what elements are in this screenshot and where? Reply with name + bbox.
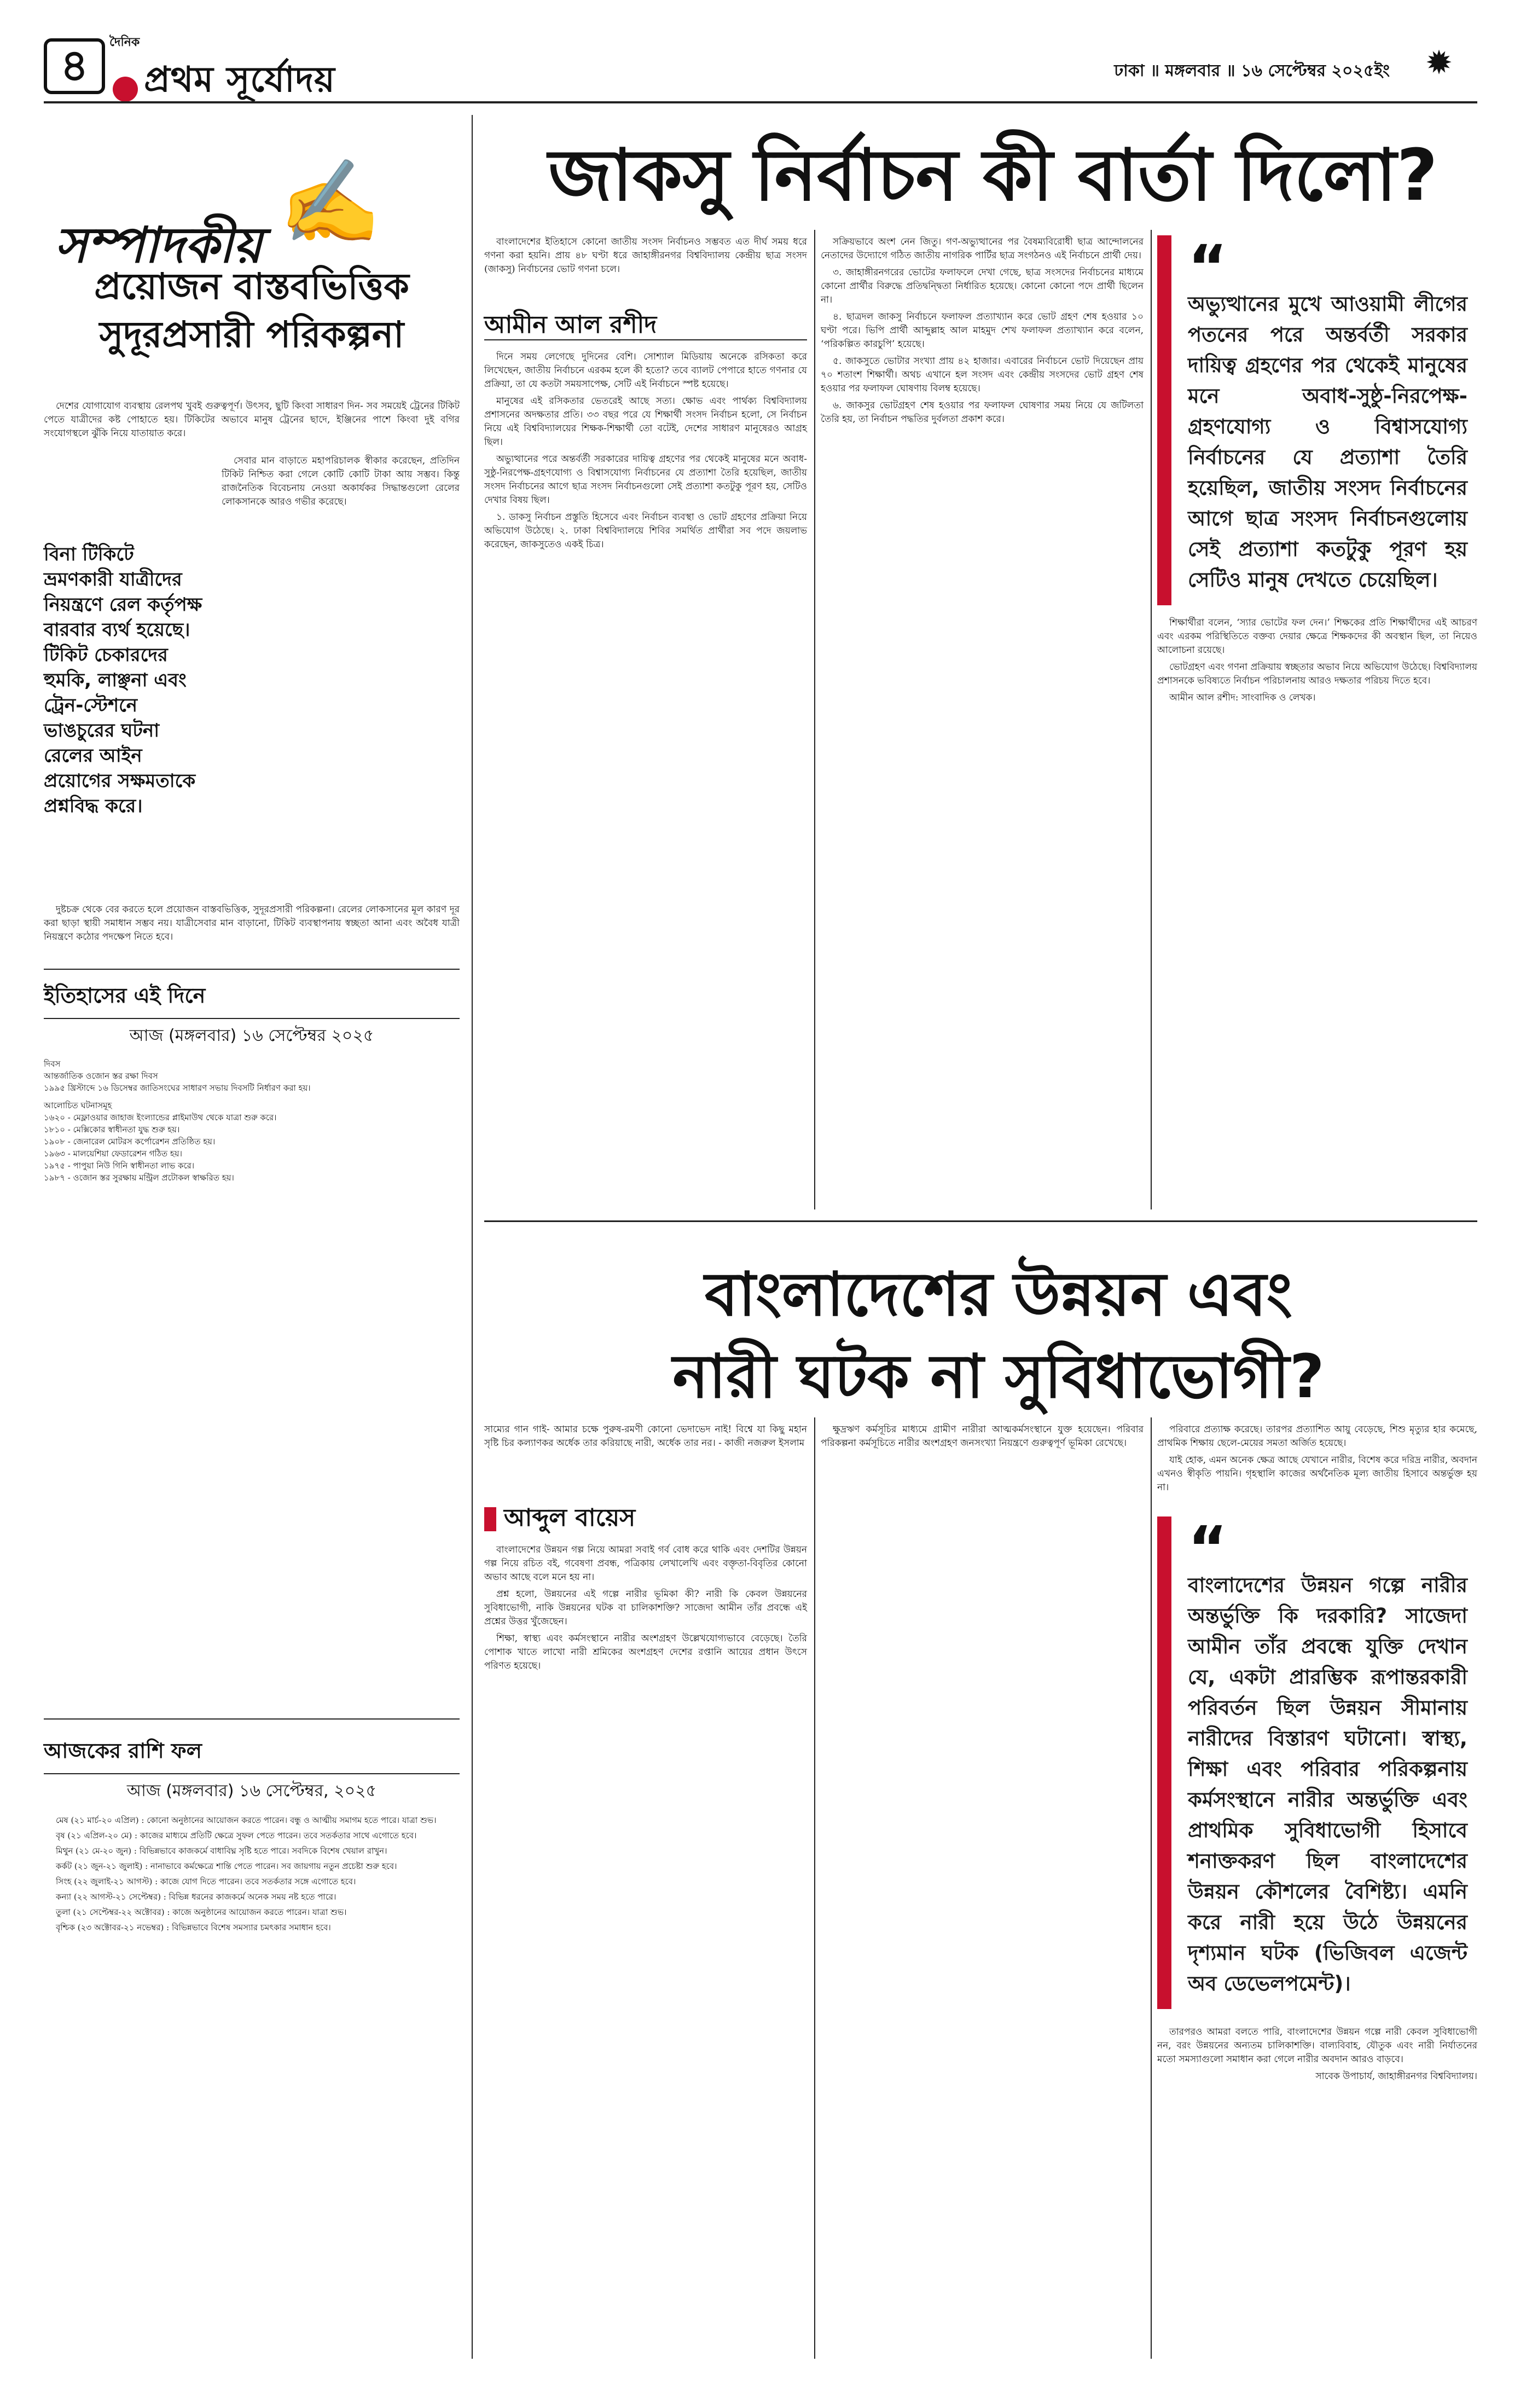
article1-col1 bbox=[484, 350, 807, 555]
article2-paragraph: শিক্ষা, স্বাস্থ্য এবং কর্মসংস্থানে নারীর অংশগ্রহণ উল্লেখযোগ্যভাবে বেড়েছে। তৈরি পোশাক খাতে লাখো নারী শ্রমিকের অংশগ্রহণ দেশের রপ্তানি আয়ের প্রধান উৎসে পরিণত হয়েছে। bbox=[484, 1633, 807, 1671]
article1-paragraph: ১. ডাকসু নির্বাচন প্রস্তুতি হিসেবে এবং নির্বাচন ব্যবস্থা ও ভোট গ্রহণের প্রক্রিয়া নিয়ে অভিযোগ উঠেছে। ২. ঢাকা বিশ্ববিদ্যালয়ে শিবির সমর্থিত প্রার্থীরা সব পদে জয়লাভ করেছেন, জাকসুতেও একই চিত্র। bbox=[484, 512, 807, 550]
horoscope-rule bbox=[44, 1773, 460, 1774]
byline-rule bbox=[484, 339, 807, 340]
column-divider bbox=[472, 115, 473, 2359]
article2-signoff: সাবেক উপাচার্য, জাহাঙ্গীরনগর বিশ্ববিদ্যালয়। bbox=[1315, 2071, 1477, 2082]
article2-paragraph: বাংলাদেশের উন্নয়ন গল্প নিয়ে আমরা সবাই গর্ব বোধ করে থাকি এবং দেশটির উন্নয়ন গল্প নিয়ে রচিত বই, গবেষণা প্রবন্ধ, পত্রিকায় লেখালেখি এবং বক্তৃতা-বিবৃতির কোনো অভাব আছে বলে মনে হয় না। bbox=[484, 1544, 807, 1583]
horoscope-item: বৃষ (২১ এপ্রিল-২০ মে) : কাজের মাধ্যমে প্রতিটি ক্ষেত্রে সুফল পেতে পারেন। তবে সতর্কতার সাথে এগোতে হবে। bbox=[56, 1831, 417, 1840]
pen-hand-icon: ✍ bbox=[279, 155, 381, 250]
horoscope-item: মিথুন (২১ মে-২০ জুন) : বিভিন্নভাবে কাজকর্মে বাধাবিঘ্ন সৃষ্টি হতে পারে। সবদিকে বিশেষ খেয়াল রাখুন। bbox=[56, 1846, 387, 1856]
history-item: ১৯৮৭ - ওজোন স্তর সুরক্ষায় মন্ট্রিল প্রটোকল স্বাক্ষরিত হয়। bbox=[44, 1173, 234, 1183]
editorial-label: সম্পাদকীয় bbox=[55, 217, 262, 274]
history-item: আলোচিত ঘটনাসমূহ bbox=[44, 1101, 112, 1110]
article1-paragraph: ৩. জাহাঙ্গীরনগরের ভোটের ফলাফলে দেখা গেছে, ছাত্র সংসদের নির্বাচনের মাধ্যমে কোনো প্রার্থীর বিরুদ্ধে প্রতিদ্বন্দ্বিতা নির্ধারিত হয়েছে। কোনো কোনো পদে প্রার্থী ছিলেন না। bbox=[821, 267, 1144, 305]
history-item: ১৯৯৫ খ্রিস্টাব্দে ১৬ ডিসেম্বর জাতিসংঘের সাধারণ সভায় দিবসটি নির্ধারণ করা হয়। bbox=[44, 1083, 311, 1093]
article-divider bbox=[484, 1220, 1477, 1222]
article2-epigraph bbox=[484, 1423, 807, 1454]
sun-emblem-icon: ✹ bbox=[1425, 44, 1453, 82]
horoscope-item: কর্কট (২১ জুন-২১ জুলাই) : নানাভাবে কর্মক্ষেত্রে শান্তি পেতে পারেন। সব জায়গায় নতুন প্রচেষ্টা শুরু হবে। bbox=[56, 1861, 397, 1871]
article2-pull-quote bbox=[1157, 1513, 1477, 2009]
column-divider bbox=[814, 230, 815, 1209]
history-item: ১৮১০ - মেক্সিকোর স্বাধীনতা যুদ্ধ শুরু হয়। bbox=[44, 1125, 180, 1134]
article1-lede-text: বাংলাদেশের ইতিহাসে কোনো জাতীয় সংসদ নির্বাচনও সম্ভবত এত দীর্ঘ সময় ধরে গণনা করা হয়নি। প্রায় ৪৮ ঘণ্টা ধরে জাহাঙ্গীরনগর বিশ্ববিদ্যালয় কেন্দ্রীয় ছাত্র সংসদ (জাকসু) নির্বাচনের ভোট গণনা চলে। bbox=[484, 236, 807, 275]
byline-accent bbox=[484, 1507, 496, 1531]
column-divider bbox=[1151, 230, 1152, 1209]
article2-paragraph: ক্ষুদ্রঋণ কর্মসূচির মাধ্যমে গ্রামীণ নারীরা আত্মকর্মসংস্থানে যুক্ত হয়েছেন। পরিবার পরিকল্পনা কর্মসূচিতে নারীর অংশগ্রহণ জনসংখ্যা নিয়ন্ত্রণে গুরুত্বপূর্ণ ভূমিকা রেখেছে। bbox=[821, 1424, 1144, 1449]
article1-col2 bbox=[821, 235, 1144, 430]
column-divider bbox=[814, 1417, 815, 2359]
header-rule bbox=[44, 101, 1477, 103]
history-item: ১৯৭৫ - পাপুয়া নিউ গিনি স্বাধীনতা লাভ করে। bbox=[44, 1161, 195, 1171]
editorial-title: প্রয়োজন বাস্তবভিত্তিক সুদূরপ্রসারী পরিকল্পনা bbox=[94, 265, 409, 356]
dateline: ঢাকা ॥ মঙ্গলবার ॥ ১৬ সেপ্টেম্বর ২০২৫ইং bbox=[1114, 61, 1390, 80]
article2-paragraph: পরিবারে প্রত্যাক্ষ করেছে। তারপর প্রত্যাশিত আয়ু বেড়েছে, শিশু মৃত্যুর হার কমেছে, প্রাথমিক শিক্ষায় ছেলে-মেয়ের সমতা অর্জিত হয়েছে। bbox=[1157, 1424, 1477, 1449]
quote-mark-icon: “ bbox=[1188, 232, 1228, 302]
horoscope-item: তুলা (২১ সেপ্টেম্বর-২২ অক্টোবর) : কাজে অনুষ্ঠানের আয়োজন করতে পারেন। যাত্রা শুভ। bbox=[56, 1907, 347, 1917]
editorial-body-col bbox=[222, 454, 460, 512]
history-item: আন্তর্জাতিক ওজোন স্তর রক্ষা দিবস bbox=[44, 1071, 158, 1081]
history-heading: ইতিহাসের এই দিনে bbox=[44, 983, 206, 1008]
editorial-body-paragraph: দুষ্টচক্র থেকে বের করতে হলে প্রয়োজন বাস্তবভিত্তিক, সুদূরপ্রসারী পরিকল্পনা। রেলের লোকসানের মূল কারণ দূর করা ছাড়া স্থায়ী সমাধান সম্ভব নয়। যাত্রীসেবার মান বাড়ানো, টিকিট ব্যবস্থাপনায় স্বচ্ছতা আনা এবং অবৈধ যাত্রী নিয়ন্ত্রণে কঠোর পদক্ষেপ নিতে হবে। bbox=[44, 904, 460, 942]
quote-mark-icon: “ bbox=[1188, 1513, 1228, 1583]
editorial-intro bbox=[44, 400, 460, 444]
page-number: ৪ bbox=[44, 38, 105, 94]
horoscope-item: বৃশ্চিক (২৩ অক্টোবর-২১ নভেম্বর) : বিভিন্নভাবে বিশেষ সমস্যার চমৎকার সমাধান হবে। bbox=[56, 1923, 331, 1932]
article2-pull-quote-text: বাংলাদেশের উন্নয়ন গল্পে নারীর অন্তর্ভুক্তি কি দরকারি? সাজেদা আমীন তাঁর প্রবন্ধে যুক্তি দেখান যে, একটা প্রারম্ভিক রূপান্তরকারী পরিবর্তন ছিল উন্নয়ন সীমানায় নারীদের বিস্তারণ ঘটানো। স্বাস্থ্য, শিক্ষা এবং পরিবার পরিকল্পনায় কর্মসংস্থানে নারীর অন্তর্ভুক্তি এবং প্রাথমিক সুবিধাভোগী হিসাবে শনাক্তকরণ ছিল বাংলাদেশের উন্নয়ন কৌশলের বৈশিষ্ট্য। এমনি করে নারী হয়ে উঠে উন্নয়নের দৃশ্যমান ঘটক (ভিজিবল এজেন্ট অব ডেভেলপমেন্ট)। bbox=[1188, 1573, 1467, 1995]
article1-paragraph: অভ্যুত্থানের পরে অন্তর্বর্তী সরকারের দায়িত্ব গ্রহণের পর থেকেই মানুষের মনে অবাধ-সুষ্ঠু-নিরপেক্ষ-গ্রহণযোগ্য ও বিশ্বাসযোগ্য নির্বাচনের যে প্রত্যাশা তৈরি হয়েছিল, জাতীয় সংসদ নির্বাচনের আগে ছাত্র সংসদ নির্বাচনগুলো সেই প্রত্যাশা কতটুকু পূরণ হয়, সেটিও দেখার বিষয় ছিল। bbox=[484, 454, 807, 506]
article1-paragraph: ভোটগ্রহণ এবং গণনা প্রক্রিয়ায় স্বচ্ছতার অভাব নিয়ে অভিযোগ উঠেছে। বিশ্ববিদ্যালয় প্রশাসনকে ভবিষ্যতে নির্বাচন পরিচালনায় আরও দক্ষতার পরিচয় দিতে হবে। bbox=[1157, 662, 1477, 686]
article1-author: আমীন আল রশীদ bbox=[484, 311, 657, 339]
article2-epigraph-text: সাম্যের গান গাই- আমার চক্ষে পুরুষ-রমণী কোনো ভেদাভেদ নাই! বিশ্বে যা কিছু মহান সৃষ্টি চির কল্যাণকর অর্ধেক তার করিয়াছে নারী, অর্ধেক তার নর। - কাজী নজরুল ইসলাম bbox=[484, 1424, 807, 1449]
article2-paragraph: প্রশ্ন হলো, উন্নয়নের এই গল্পে নারীর ভূমিকা কী? নারী কি কেবল উন্নয়নের সুবিধাভোগী, নাকি উন্নয়নের ঘটক বা চালিকাশক্তি? সাজেদা আমীন তাঁর প্রবন্ধে এই প্রশ্নের উত্তর খুঁজেছেন। bbox=[484, 1589, 807, 1627]
article2-col3 bbox=[1157, 1423, 1477, 2087]
editorial-pull-quote: বিনা টিকিটে ভ্রমণকারী যাত্রীদের নিয়ন্ত্রণে রেল কর্তৃপক্ষ বারবার ব্যর্থ হয়েছে। টিকিট চেকারদের হুমকি, লাঞ্ছনা এবং ট্রেন-স্টেশনে ভাঙচুরের ঘটনা রেলের আইন প্রয়োগের সক্ষমতাকে প্রশ্নবিদ্ধ করে। bbox=[44, 543, 202, 817]
section-divider bbox=[44, 969, 460, 970]
editorial-logo bbox=[44, 155, 394, 274]
article2-col1 bbox=[484, 1543, 807, 1676]
article1-paragraph: ৪. ছাত্রদল জাকসু নির্বাচনে ফলাফল প্রত্যাখ্যান করে ভোট গ্রহণ শেষ হওয়ার ১০ ঘণ্টা পরে। ভিপি প্রার্থী আব্দুল্লাহ আল মাহমুদ শেখ ফলাফল প্রত্যাখ্যান করে বলেন, ‘পরিকল্পিত কারচুপি’ হয়েছে। bbox=[821, 311, 1144, 350]
history-list bbox=[44, 1058, 460, 1184]
article2-byline bbox=[484, 1500, 807, 1539]
article2-paragraph: যাই হোক, এমন অনেক ক্ষেত্র আছে যেখানে নারীর, বিশেষ করে দরিদ্র নারীর, অবদান এখনও স্বীকৃতি পায়নি। গৃহস্থালি কাজের অর্থনৈতিক মূল্য জাতীয় হিসাবে অন্তর্ভুক্ত হয় না। bbox=[1157, 1455, 1477, 1493]
article2-col2 bbox=[821, 1423, 1144, 1454]
history-item: ১৯৬৩ - মালয়েশিয়া ফেডারেশন গঠিত হয়। bbox=[44, 1149, 182, 1159]
article2-author: আব্দুল বায়েস bbox=[504, 1504, 636, 1532]
history-item: দিবস bbox=[44, 1059, 61, 1069]
masthead-name: প্রথম সূর্যোদয় bbox=[144, 60, 335, 100]
article1-paragraph: মানুষের এই রসিকতার ভেতরেই আছে সত্য। ক্ষোভ এবং পার্থক্য বিশ্ববিদ্যালয় প্রশাসনের অদক্ষতার প্রতি। ৩৩ বছর পরে যে শিক্ষার্থী সংসদ নির্বাচন হলো, সে নির্বাচন নিয়ে এই বিশ্ববিদ্যালয়ের শিক্ষক-শিক্ষার্থী তো বটেই, দেশের সাধারণ মানুষেরও আগ্রহ ছিল। bbox=[484, 396, 807, 448]
horoscope-section bbox=[44, 1735, 460, 1937]
history-item: ১৬২০ - মেফ্লাওয়ার জাহাজ ইংল্যান্ডের প্লাইমাউথ থেকে যাত্রা শুরু করে। bbox=[44, 1113, 277, 1122]
horoscope-item: কন্যা (২২ আগস্ট-২১ সেপ্টেম্বর) : বিভিন্ন ধরনের কাজকর্মে অনেক সময় নষ্ট হতে পারে। bbox=[56, 1892, 336, 1902]
article1-headline: জাকসু নির্বাচন কী বার্তা দিলো? bbox=[548, 134, 1438, 217]
column-divider bbox=[1151, 1417, 1152, 2359]
editorial-intro-text: দেশের যোগাযোগ ব্যবস্থায় রেলপথ খুবই গুরুত্বপূর্ণ। উৎসব, ছুটি কিংবা সাধারণ দিন- সব সময়েই ট্রেনের টিকিট পেতে যাত্রীদের কষ্ট পোহাতে হয়। টিকিটের অভাবে মানুষ ট্রেনের ছাদে, ইঞ্জিনের পাশে কিংবা দুই বগির সংযোগস্থলে ঝুঁকি নিয়ে যাতায়াত করে। bbox=[44, 401, 460, 439]
history-section bbox=[44, 980, 460, 1184]
article1-pull-quote bbox=[1157, 232, 1477, 605]
article1-pull-quote-text: অভ্যুত্থানের মুখে আওয়ামী লীগের পতনের পরে অন্তর্বর্তী সরকার দায়িত্ব গ্রহণের পর থেকেই মানুষের মনে অবাধ-সুষ্ঠু-নিরপেক্ষ-গ্রহণযোগ্য ও বিশ্বাসযোগ্য নির্বাচনের যে প্রত্যাশা তৈরি হয়েছিল, জাতীয় সংসদ নির্বাচনের আগে ছাত্র সংসদ নির্বাচনগুলোয় সেই প্রত্যাশা কতটুকু পূরণ হয় সেটিও মানুষ দেখতে চেয়েছিল। bbox=[1188, 292, 1467, 592]
article1-signoff: আমীন আল রশীদ: সাংবাদিক ও লেখক। bbox=[1169, 692, 1316, 703]
article1-paragraph: ৬. জাকসুর ভোটগ্রহণ শেষ হওয়ার পর ফলাফল ঘোষণার সময় নিয়ে যে জটিলতা তৈরি হয়, তা নির্বাচন পদ্ধতির দুর্বলতা প্রকাশ করে। bbox=[821, 400, 1144, 425]
editorial-conclusion bbox=[44, 903, 460, 947]
masthead[interactable] bbox=[109, 33, 405, 100]
horoscope-list bbox=[44, 1814, 460, 1934]
article1-paragraph: শিক্ষার্থীরা বলেন, ‘স্যার ভোটের ফল দেন।’ শিক্ষকের প্রতি শিক্ষার্থীদের এই আচরণ এবং এরকম পরিস্থিতিতে বক্তব্য দেয়ার ক্ষেত্রে শিক্ষকদের কী অবস্থান ছিল, তা নিয়েও আলোচনা রয়েছে। bbox=[1157, 617, 1477, 656]
article1-lede bbox=[484, 235, 807, 280]
history-item: ১৯০৮ - জেনারেল মোটরস কর্পোরেশন প্রতিষ্ঠিত হয়। bbox=[44, 1137, 216, 1147]
article1-paragraph: সক্রিয়ভাবে অংশ নেন জিতু। গণ-অভ্যুত্থানের পর বৈষম্যবিরোধী ছাত্র আন্দোলনের নেতাদের উদ্যোগে গঠিত জাতীয় নাগরিক পার্টির ছাত্র সংগঠনও এই নির্বাচনে প্রার্থী দেয়। bbox=[821, 236, 1144, 261]
horoscope-date: আজ (মঙ্গলবার) ১৬ সেপ্টেম্বর, ২০২৫ bbox=[126, 1781, 377, 1801]
horoscope-item: সিংহ (২২ জুলাই-২১ আগস্ট) : কাজে যোগ দিতে পারেন। তবে সতর্কতার সঙ্গে এগোতে হবে। bbox=[56, 1877, 356, 1886]
masthead-prefix: দৈনিক bbox=[109, 35, 140, 49]
article1-paragraph: ৫. জাকসুতে ভোটার সংখ্যা প্রায় ৪২ হাজার। এবারের নির্বাচনে ভোট দিয়েছেন প্রায় ৭০ শতাংশ শিক্ষার্থী। অথচ এখানে হল সংসদ এবং কেন্দ্রীয় সংসদের ভোট গ্রহণ শেষ হওয়ার পর ফলাফল ঘোষণায় বিলম্ব হয়েছে। bbox=[821, 356, 1144, 394]
horoscope-item: মেষ (২১ মার্চ-২০ এপ্রিল) : কোনো অনুষ্ঠানের আয়োজন করতে পারেন। বন্ধু ও আত্মীয় সমাগম হতে পারে। যাত্রা শুভ। bbox=[56, 1815, 437, 1825]
horoscope-heading: আজকের রাশি ফল bbox=[44, 1739, 202, 1763]
article1-col3 bbox=[1157, 232, 1477, 708]
article1-paragraph: দিনে সময় লেগেছে দুদিনের বেশি। সোশ্যাল মিডিয়ায় অনেকে রসিকতা করে লিখেছেন, জাতীয় নির্বাচনে এরকম হলে কী হতো? তবে ব্যালট পেপারে হাতে গণনার যে প্রক্রিয়া, তা যে কতটা সময়সাপেক্ষ, সেটি এই নির্বাচনে স্পষ্ট হয়েছে। bbox=[484, 351, 807, 390]
sun-logo-icon bbox=[113, 77, 138, 102]
article1-byline bbox=[484, 306, 807, 346]
article2-headline: বাংলাদেশের উন্নয়ন এবং নারী ঘটক না সুবিধাভোগী? bbox=[672, 1259, 1325, 1411]
section-divider bbox=[44, 1718, 460, 1720]
article2-paragraph: তারপরও আমরা বলতে পারি, বাংলাদেশের উন্নয়ন গল্পে নারী কেবল সুবিধাভোগী নন, বরং উন্নয়নের অন্যতম চালিকাশক্তি। বাল্যবিবাহ, যৌতুক এবং নারী নির্যাতনের মতো সমস্যাগুলো সমাধান করা গেলে নারীর অবদান আরও বাড়বে। bbox=[1157, 2027, 1477, 2065]
history-rule bbox=[44, 1018, 460, 1019]
history-date: আজ (মঙ্গলবার) ১৬ সেপ্টেম্বর ২০২৫ bbox=[129, 1026, 374, 1045]
editorial-body-paragraph: সেবার মান বাড়াতে মহাপরিচালক স্বীকার করেছেন, প্রতিদিন টিকিট নিশ্চিত করা গেলে কোটি কোটি টাকা আয় সম্ভব। কিন্তু রাজনৈতিক বিবেচনায় নেওয়া অকার্যকর সিদ্ধান্তগুলো রেলের লোকসানকে আরও গভীর করেছে। bbox=[222, 455, 460, 507]
